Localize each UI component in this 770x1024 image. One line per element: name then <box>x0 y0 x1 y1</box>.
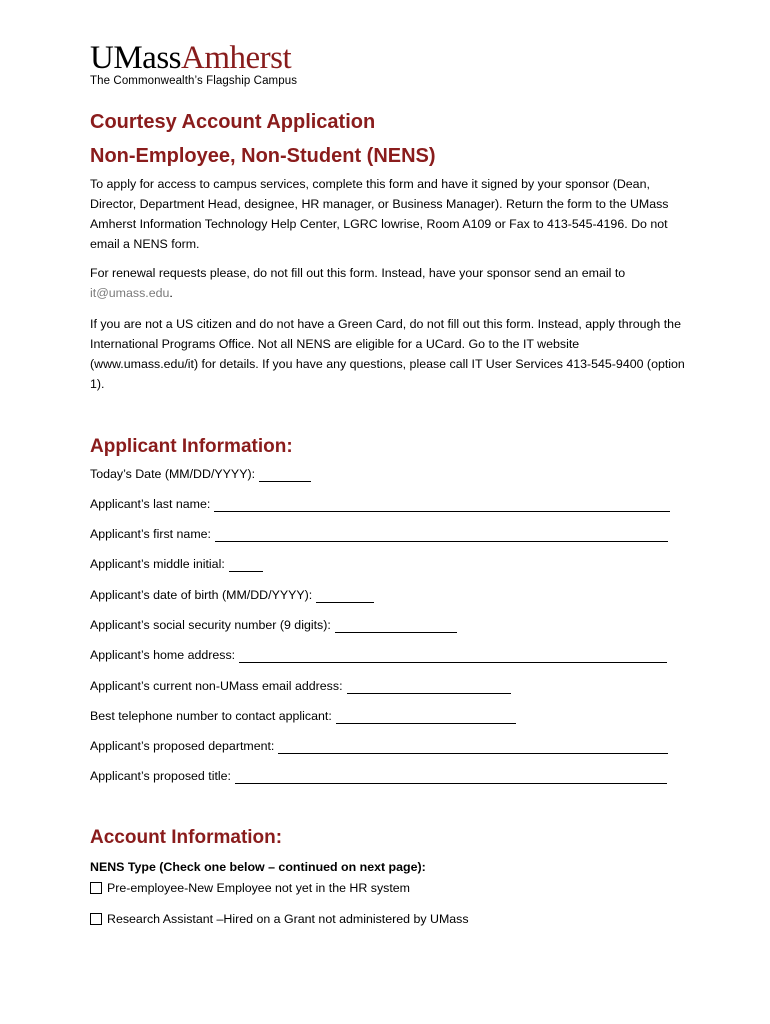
form-subtitle: Non-Employee, Non-Student (NENS) <box>90 145 436 167</box>
email-address-label: Applicant’s current non-UMass email address: <box>90 679 343 693</box>
telephone-field <box>90 708 516 724</box>
last-name-input[interactable] <box>214 499 670 512</box>
account-info-heading: Account Information: <box>90 827 283 848</box>
email-address-input[interactable] <box>347 681 511 694</box>
todays-date-input[interactable] <box>259 469 311 482</box>
telephone-label: Best telephone number to contact applicant: <box>90 709 332 723</box>
proposed-title-label: Applicant’s proposed title: <box>90 769 231 783</box>
form-title: Courtesy Account Application <box>90 111 376 133</box>
pre-employee-label: Pre-employee-New Employee not yet in the HR system <box>107 881 411 895</box>
home-address-field <box>90 647 667 663</box>
todays-date-label: Today’s Date (MM/DD/YYYY): <box>90 467 256 481</box>
research-assistant-checkbox[interactable] <box>90 913 102 925</box>
ssn-field <box>90 617 457 633</box>
logo-umass-text: UMass <box>90 40 182 76</box>
proposed-department-field <box>90 738 668 754</box>
applicant-info-heading: Applicant Information: <box>90 436 293 457</box>
last-name-field <box>90 496 670 512</box>
date-of-birth-label: Applicant’s date of birth (MM/DD/YYYY): <box>90 588 313 602</box>
proposed-department-label: Applicant’s proposed department: <box>90 739 275 753</box>
renewal-text: For renewal requests please, do not fill out this form. Instead, have your sponsor send an email to <box>90 266 626 280</box>
pre-employee-checkbox[interactable] <box>90 882 102 894</box>
first-name-input[interactable] <box>215 529 668 542</box>
logo-tagline: The Commonwealth’s Flagship Campus <box>90 75 298 87</box>
middle-initial-input[interactable] <box>229 559 263 572</box>
intro-paragraph-1: To apply for access to campus services, complete this form and have it signed by your sponsor (Dean, Director, Department Head, designee, HR manager, or Business Manager). Return the form to the UMass Amherst Information Technology Help Center, LGRC lowrise, Room A109 or Fax to 413-545-4196. Do not email a NENS form. <box>90 177 669 251</box>
home-address-input[interactable] <box>239 650 667 663</box>
umass-logo <box>90 40 297 87</box>
first-name-label: Applicant’s first name: <box>90 527 211 541</box>
proposed-title-field <box>90 768 667 784</box>
research-assistant-label: Research Assistant –Hired on a Grant not administered by UMass <box>107 912 469 926</box>
middle-initial-field <box>90 556 263 572</box>
last-name-label: Applicant’s last name: <box>90 497 211 511</box>
ssn-label: Applicant’s social security number (9 digits): <box>90 618 331 632</box>
nens-type-label: NENS Type (Check one below – continued on next page): <box>90 860 426 874</box>
todays-date-field <box>90 466 311 482</box>
proposed-title-input[interactable] <box>235 771 667 784</box>
first-name-field <box>90 526 668 542</box>
email-address-field <box>90 678 511 694</box>
proposed-department-input[interactable] <box>278 741 668 754</box>
option-research-assistant[interactable] <box>90 912 469 926</box>
intro-paragraph-2 <box>90 263 690 303</box>
date-of-birth-field <box>90 587 374 603</box>
ssn-input[interactable] <box>335 620 457 633</box>
logo-wordmark <box>90 40 297 76</box>
intro-paragraph-3: If you are not a US citizen and do not have a Green Card, do not fill out this form. Instead, apply through the International Programs Office. Not all NENS are eligible for a UCard. Go to the IT website (www.umass.edu/it) for details. If you have any questions, please call IT User Services 413-545-9400 (option 1). <box>90 317 685 391</box>
middle-initial-label: Applicant’s middle initial: <box>90 557 225 571</box>
option-pre-employee[interactable] <box>90 881 410 895</box>
date-of-birth-input[interactable] <box>316 590 374 603</box>
renewal-period: . <box>169 286 173 300</box>
logo-amherst-text: Amherst <box>181 40 292 76</box>
email-link[interactable]: it@umass.edu <box>90 286 170 300</box>
home-address-label: Applicant’s home address: <box>90 648 236 662</box>
telephone-input[interactable] <box>336 711 516 724</box>
